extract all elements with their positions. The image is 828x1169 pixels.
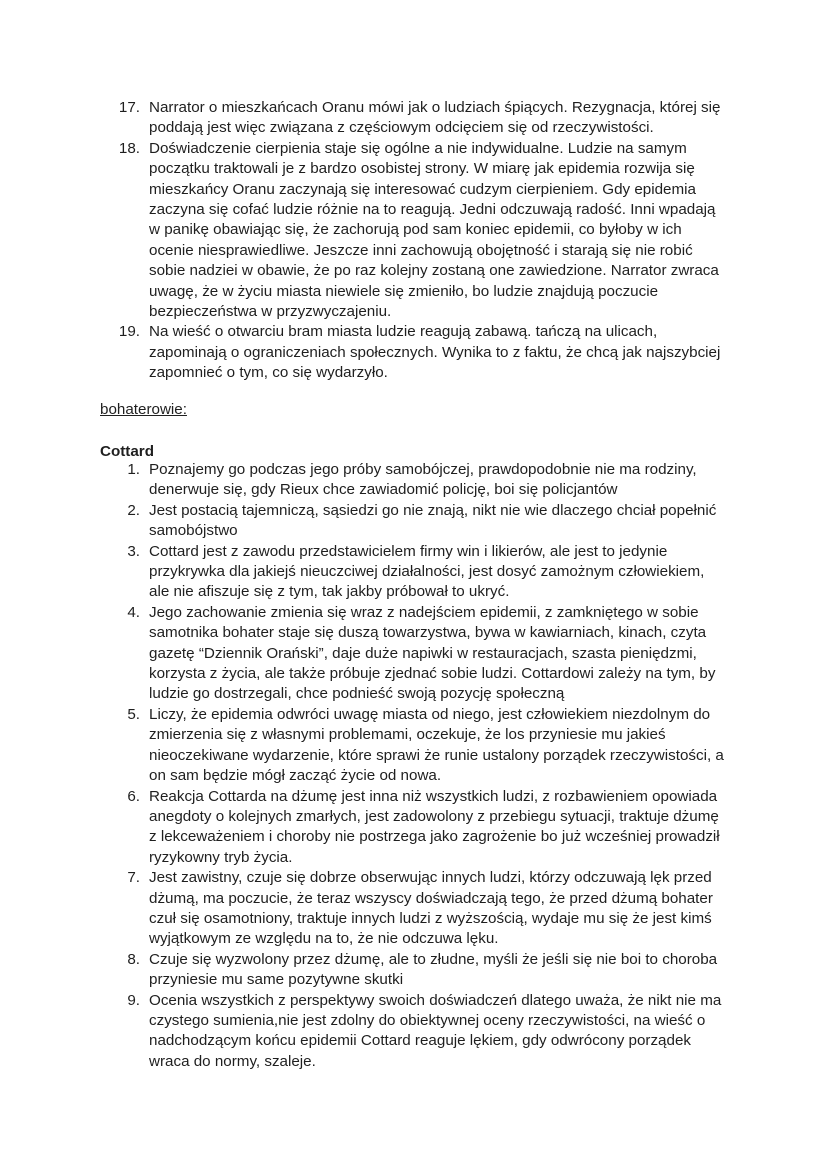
list-item — [0, 868, 727, 950]
list-item — [0, 603, 727, 705]
list-item-text: Poznajemy go podczas jego próby samobójczej, prawdopodobnie nie ma rodziny, denerwuje się, gdy Rieux chce zawiadomić policję, boi się policjantów — [149, 461, 697, 499]
list-item-number: 4. — [127, 603, 140, 621]
section-label-characters: bohaterowie: — [100, 401, 187, 418]
list-item-number: 8. — [127, 950, 140, 968]
list-item — [0, 950, 727, 991]
list-item-number: 19. — [118, 323, 140, 341]
list-item-number: 1. — [127, 461, 140, 478]
list-item — [0, 705, 727, 787]
list-item-text: Doświadczenie cierpienia staje się ogólne a nie indywidualne. Ludzie na samym początku traktowali je z bardzo osobistej strony. W miarę jak epidemia rozwija się mieszkańcy Oranu zaczynają się interesować cudzym cierpieniem. Gdy epidemia zaczyna się cofać ludzie różnie na to reagują. Jedni odczuwają radość. Inni wpadają w panikę obawiając się, że zachorują pod sam koniec epidemii, co byłoby w ich ocenie niesprawiedliwe. Jeszcze inni zachowują obojętność i starają się nie robić sobie nadziei w obawie, że po raz kolejny zostaną one zawiedzione. Narrator zwraca uwagę, że w życiu miasta niewiele się zmieniło, bo ludzie znajdują poczucie bezpieczeństwa w przyzwyczajeniu. — [149, 139, 719, 321]
list-item-number: 3. — [127, 542, 140, 560]
list-item — [0, 98, 727, 139]
list-item — [0, 139, 727, 323]
list-item-text: Reakcja Cottarda na dżumę jest inna niż wszystkich ludzi, z rozbawieniem opowiada anegdoty o kolejnych zmarłych, jest zadowolony z przebiegu sytuacji, traktuje dżumę z lekceważeniem i choroby nie postrzega jako zagrożenie bo już wcześniej prowadził ryzykowny tryb życia. — [149, 787, 720, 866]
list-item-text: Liczy, że epidemia odwróci uwagę miasta od niego, jest człowiekiem niezdolnym do zmierzenia się z własnymi problemami, oczekuje, że los przyniesie mu jakieś nieoczekiwane wydarzenie, które sprawi że runie ustalony porządek rzeczywistości, a on sam będzie mógł zacząć życie od nowa. — [149, 705, 724, 785]
list-item-number: 7. — [127, 869, 140, 887]
list-item-text: Narrator o mieszkańcach Oranu mówi jak o ludziach śpiących. Rezygnacja, której się poddają jest więc związana z częściowym odcięciem się od rzeczywistości. — [149, 99, 721, 137]
list-item — [0, 460, 727, 501]
list-item-number: 17. — [118, 99, 140, 116]
numbered-list-summary — [0, 98, 828, 384]
list-item — [0, 542, 727, 603]
list-item — [0, 991, 727, 1073]
list-item-number: 6. — [127, 787, 140, 805]
list-item-text: Jest zawistny, czuje się dobrze obserwując innych ludzi, którzy odczuwają lęk przed dżumą, ma poczucie, że teraz wszyscy doświadczają tego, że przed dżumą bohater czuł się osamotniony, traktuje innych ludzi z wyższością, wydaje mu się że jest kimś wyjątkowym ze względu na to, że nie odczuwa lęku. — [149, 869, 713, 948]
list-item-text: Jest postacią tajemniczą, sąsiedzi go nie znają, nikt nie wie dlaczego chciał popełnić samobójstwo — [149, 501, 717, 540]
list-item-number: 18. — [118, 139, 140, 157]
list-item-text: Na wieść o otwarciu bram miasta ludzie reagują zabawą. tańczą na ulicach, zapominają o ograniczeniach społecznych. Wynika to z faktu, że chcą jak najszybciej zapomnieć o tym, co się wydarzyło. — [149, 323, 721, 382]
list-item-number: 5. — [127, 705, 140, 723]
list-item — [0, 787, 727, 869]
list-item-text: Jego zachowanie zmienia się wraz z nadejściem epidemii, z zamkniętego w sobie samotnika bohater staje się duszą towarzystwa, bywa w kawiarniach, kinach, czyta gazetę “Dziennik Orański”, daje duże napiwki w restauracjach, szasta pieniędzmi, korzysta z życia, ale także próbuje zjednać sobie ludzi. Cottardowi zależy na tym, by ludzie go dostrzegali, chce podnieść swoją pozycję społeczną — [149, 603, 716, 703]
list-item — [0, 322, 727, 383]
list-item-text: Czuje się wyzwolony przez dżumę, ale to złudne, myśli że jeśli się nie boi to choroba przyniesie mu same pozytywne skutki — [149, 950, 718, 989]
list-item-text: Cottard jest z zawodu przedstawicielem firmy win i likierów, ale jest to jedynie przykrywka dla jakiejś nieuczciwej działalności, jest dosyć zamożnym człowiekiem, ale nie afiszuje się z tym, tak jakby próbował to ukryć. — [149, 542, 705, 601]
list-item — [0, 501, 727, 542]
numbered-list-cottard — [0, 460, 828, 1072]
list-item-text: Ocenia wszystkich z perspektywy swoich doświadczeń dlatego uważa, że nikt nie ma czystego sumienia,nie jest zdolny do obiektywnej oceny rzeczywistości, na wieść o nadchodzącym końcu epidemii Cottard reaguje lękiem, gdy odwrócony porządek wraca do normy, szaleje. — [149, 991, 722, 1070]
list-item-number: 2. — [127, 501, 140, 519]
list-item-number: 9. — [127, 991, 140, 1009]
character-heading: Cottard — [100, 443, 154, 460]
